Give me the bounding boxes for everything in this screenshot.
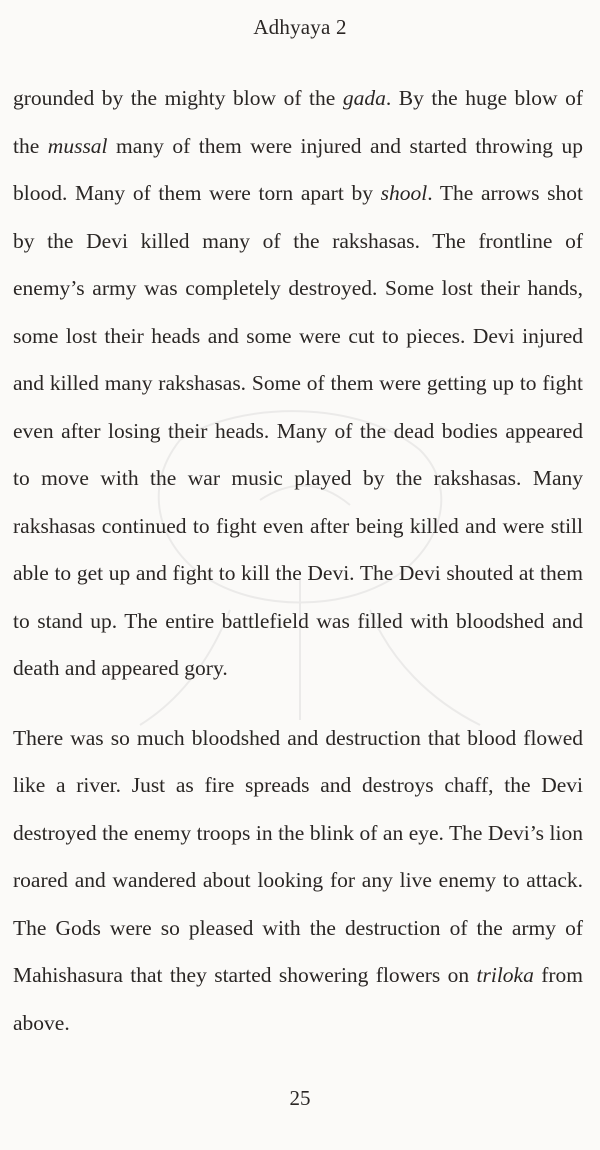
- text-run: There was so much bloodshed and destruction that blood flowed like a river. Just as fire spreads and destroys chaff, the Devi destroyed the enemy troops in the blink of an eye. The Devi’s lion roared and wandered about looking for any live enemy to attack. The Gods were so pleased with the destruction of the army of Mahishasura that they started showering flowers on: [13, 725, 583, 987]
- running-head: Adhyaya 2: [253, 15, 347, 39]
- italic-term: shool: [380, 181, 428, 205]
- text-run: . The arrows shot by the Devi killed many of the rakshasas. The frontline of enemy’s army was completely destroyed. Some lost their hands, some lost their heads and some were cut to pieces. Devi injured and killed many rakshasas. Some of them were getting up to fight even after losing their heads. Many of the dead bodies appeared to move with the war music played by the rakshasas. Many rakshasas continued to fight even after being killed and were still able to get up and fight to kill the Devi. The Devi shouted at them to stand up. The entire battlefield was filled with bloodshed and death and appeared gory.: [13, 181, 583, 680]
- text-run: grounded by the mighty blow of the: [13, 86, 343, 110]
- paragraph-2: [13, 715, 583, 1048]
- text-run: many of them were injured and started throwing up blood. Many of them were torn apart by: [13, 133, 583, 205]
- paragraph-1: [13, 75, 583, 693]
- italic-term: gada: [342, 86, 386, 110]
- text-run: from above.: [13, 963, 583, 1035]
- body-text: [13, 75, 583, 1047]
- italic-term: triloka: [476, 963, 534, 987]
- italic-term: mussal: [47, 133, 108, 158]
- text-run: . By the huge blow of the: [13, 86, 583, 158]
- page-number: 25: [289, 1086, 311, 1110]
